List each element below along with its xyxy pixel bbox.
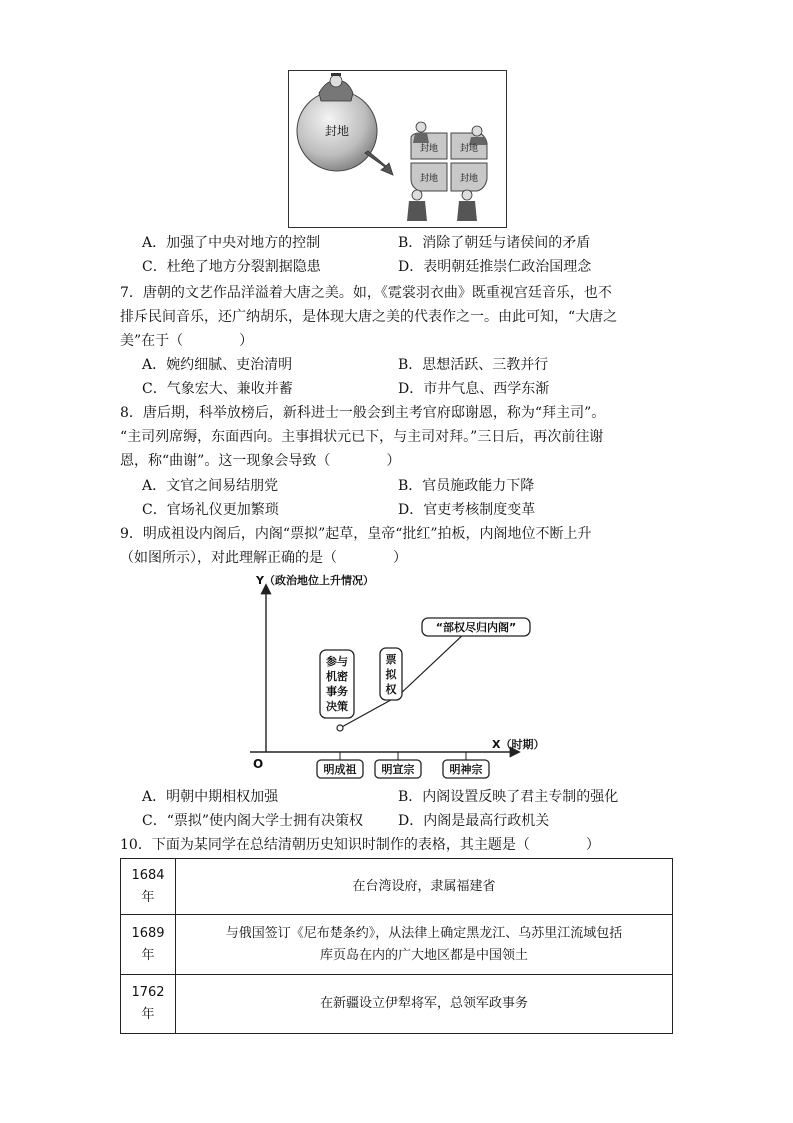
q8-stem-line: “主司列席缛，东面西向。主事揖状元已下，与主司对拜。”三日后，再次前往谢 <box>120 429 604 445</box>
table-cell-year: 1684 年 <box>121 859 176 915</box>
table-cell-year: 1762 年 <box>121 975 176 1034</box>
y-axis-label: Y（政治地位上升情况） <box>256 574 374 587</box>
q9-option-d: D．内阁是最高行政机关 <box>398 813 550 829</box>
q9-option-b: B．内阁设置反映了君主专制的强化 <box>398 789 619 805</box>
fief-illustration-drawing <box>289 71 506 227</box>
q7-option-a: A．婉约细腻、吏治清明 <box>142 357 293 373</box>
table-row <box>121 975 673 1034</box>
chart-svg <box>250 570 545 780</box>
q8-option-a: A．文官之间易结朋党 <box>142 478 279 494</box>
q7-stem-line: 7．唐朝的文艺作品洋溢着大唐之美。如，《霓裳羽衣曲》既重视宫廷音乐，也不 <box>120 285 612 301</box>
qing-history-table <box>120 858 673 1034</box>
table-row <box>121 915 673 975</box>
q7-option-c: C．气象宏大、兼收并蓄 <box>142 381 293 397</box>
origin-label: O <box>253 757 264 771</box>
fief-label-piece: 封地 <box>459 174 479 184</box>
q8-stem-line: 恩，称“曲谢”。这一现象会导致（ ） <box>120 453 401 469</box>
table-cell-year: 1689 年 <box>121 915 176 975</box>
fief-label-piece: 封地 <box>419 174 439 184</box>
q7-option-b: B．思想活跃、三教并行 <box>398 357 549 373</box>
q8-option-c: C．官场礼仪更加繁琐 <box>142 502 279 518</box>
q8-stem-line: 8．唐后期，科举放榜后，新科进士一般会到主考官府邸谢恩，称为“拜主司”。 <box>120 405 606 421</box>
fief-label-piece: 封地 <box>419 144 439 154</box>
series-line <box>340 632 466 728</box>
x-tick-label: 明神宗 <box>449 763 483 776</box>
cabinet-status-chart <box>250 570 545 780</box>
q10-stem: 10．下面为某同学在总结清朝历史知识时制作的表格，其主题是（ ） <box>120 837 600 853</box>
q8-option-d: D．官吏考核制度变革 <box>398 502 536 518</box>
q9-option-a: A．明朝中期相权加强 <box>142 789 279 805</box>
q7-option-d: D．市井气息、西学东渐 <box>398 381 550 397</box>
x-tick-label: 明宣宗 <box>381 763 415 776</box>
x-tick-label: 明成祖 <box>323 763 357 776</box>
table-cell-content: 与俄国签订《尼布楚条约》，从法律上确定黑龙江、乌苏里江流域包括 库页岛在内的广大地区都是中国领土 <box>176 915 673 975</box>
q6-option-b: B．消除了朝廷与诸侯间的矛盾 <box>398 235 591 251</box>
q9-option-c: C．“票拟”使内阁大学士拥有决策权 <box>142 813 364 829</box>
q7-stem-line: 排斥民间音乐，还广纳胡乐，是体现大唐之美的代表作之一。由此可知，“大唐之 <box>120 309 618 325</box>
q8-option-b: B．官员施政能力下降 <box>398 478 535 494</box>
x-axis-label: X（时期） <box>492 738 545 751</box>
q6-option-a: A．加强了中央对地方的控制 <box>142 235 321 251</box>
q6-option-c: C．杜绝了地方分裂割据隐患 <box>142 259 321 275</box>
data-point <box>337 725 343 731</box>
q9-stem-line: 9．明成祖设内阁后，内阁“票拟”起草，皇帝“批红”拍板，内阁地位不断上升 <box>120 526 592 542</box>
q7-stem-line: 美”在于（ ） <box>120 333 254 349</box>
table-cell-content: 在台湾设府，隶属福建省 <box>176 859 673 915</box>
q6-option-d: D．表明朝廷推崇仁政治国理念 <box>398 259 592 275</box>
fief-label-large: 封地 <box>324 124 350 138</box>
table-row <box>121 859 673 915</box>
annotation-text: “部权尽归内阁” <box>435 621 517 634</box>
fief-label-piece: 封地 <box>459 144 479 154</box>
annotation-text: 票拟权 <box>385 653 397 696</box>
annotation-text: 参与机密事务决策 <box>326 655 348 713</box>
q9-stem-line: （如图所示），对此理解正确的是（ ） <box>120 550 407 566</box>
table-cell-content: 在新疆设立伊犁将军，总领军政事务 <box>176 975 673 1034</box>
fief-illustration <box>288 70 507 228</box>
